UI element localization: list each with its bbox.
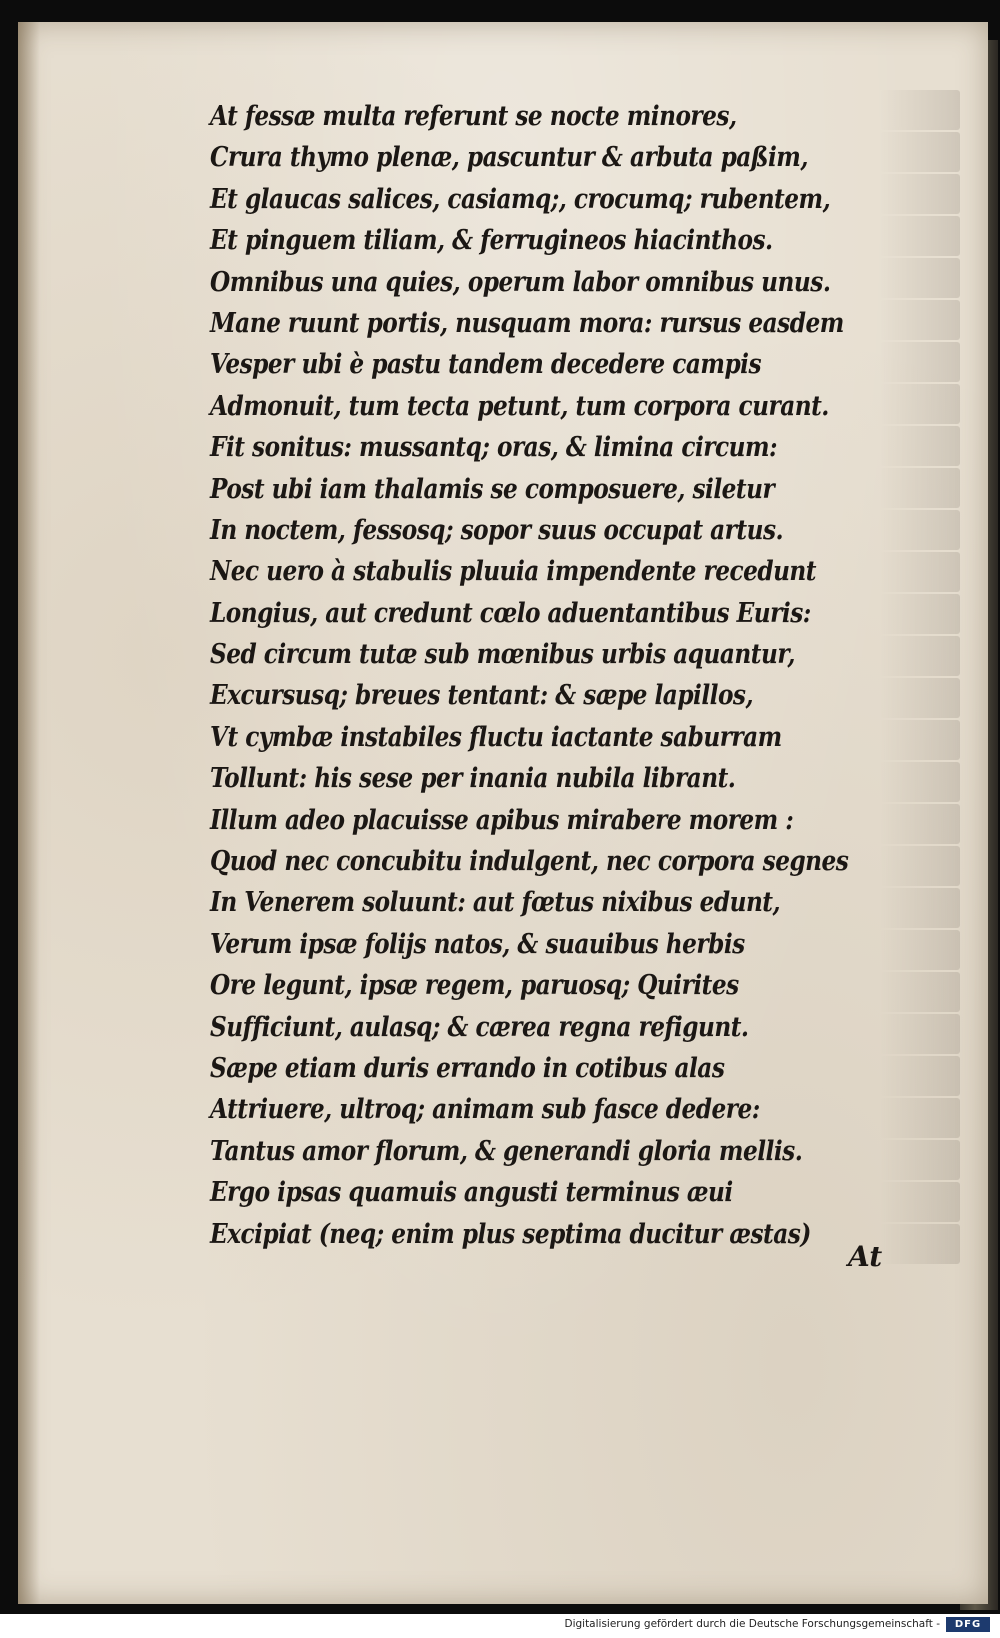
verse-line: Attriuere, ultroq; animam sub fasce dedere:	[210, 1094, 760, 1126]
verse-line: Fit sonitus: mussantq; oras, & limina circum:	[210, 432, 778, 464]
funding-credit: Digitalisierung gefördert durch die Deutsche Forschungsgemeinschaft -	[564, 1618, 940, 1630]
verse-line: Crura thymo plenæ, pascuntur & arbuta paßim,	[210, 142, 808, 174]
verse-line: Excursusq; breues tentant: & sæpe lapillos,	[210, 680, 754, 712]
verse-line: Sed circum tutæ sub mœnibus urbis aquantur,	[210, 639, 795, 671]
verse-line: Sufficiunt, aulasq; & cærea regna refigunt.	[210, 1011, 749, 1043]
verse-line: Tollunt: his sese per inania nubila librant.	[210, 763, 736, 795]
verse-line: Ergo ipsas quamuis angusti terminus æui	[210, 1177, 733, 1209]
verse-line: Longius, aut credunt cœlo aduentantibus Euris:	[210, 597, 811, 629]
verse-line: Nec uero à stabulis pluuia impendente recedunt	[210, 556, 817, 588]
verse-line: Omnibus una quies, operum labor omnibus unus.	[210, 266, 831, 298]
verse-line: Vesper ubi è pastu tandem decedere campis	[210, 349, 762, 381]
verse-line: Post ubi iam thalamis se composuere, siletur	[210, 473, 775, 505]
verse-line: Verum ipsæ folijs natos, & suauibus herbis	[210, 928, 745, 960]
verse-line: Tantus amor florum, & generandi gloria mellis.	[210, 1135, 803, 1167]
verse-line: Vt cymbæ instabiles fluctu iactante saburram	[210, 721, 782, 753]
verse-line: Mane ruunt portis, nusquam mora: rursus easdem	[210, 307, 844, 339]
verse-line: Excipiat (neq; enim plus septima ducitur æstas)	[210, 1218, 811, 1250]
verse-line: In noctem, fessosq; sopor suus occupat artus.	[210, 514, 784, 546]
dfg-logo: DFG	[946, 1617, 990, 1632]
verse-line: In Venerem soluunt: aut fœtus nixibus edunt,	[210, 887, 781, 919]
verse-line: Quod nec concubitu indulgent, nec corpora segnes	[210, 846, 849, 878]
page-gutter-shadow	[18, 22, 40, 1604]
show-through-bleed	[880, 90, 960, 1290]
verse-line: Et glaucas salices, casiamq;, crocumq; rubentem,	[210, 183, 831, 215]
verse-line: Illum adeo placuisse apibus mirabere morem :	[210, 804, 794, 836]
verse-line: Et pinguem tiliam, & ferrugineos hiacinthos.	[210, 225, 773, 257]
verse-block	[210, 96, 890, 1255]
verse-line: At fessæ multa referunt se nocte minores,	[210, 101, 737, 132]
verse-line: Ore legunt, ipsæ regem, paruosq; Quirites	[210, 970, 739, 1002]
verse-line: Sæpe etiam duris errando in cotibus alas	[210, 1052, 725, 1084]
verse-line: Admonuit, tum tecta petunt, tum corpora curant.	[210, 390, 829, 422]
catchword: At	[848, 1240, 883, 1273]
